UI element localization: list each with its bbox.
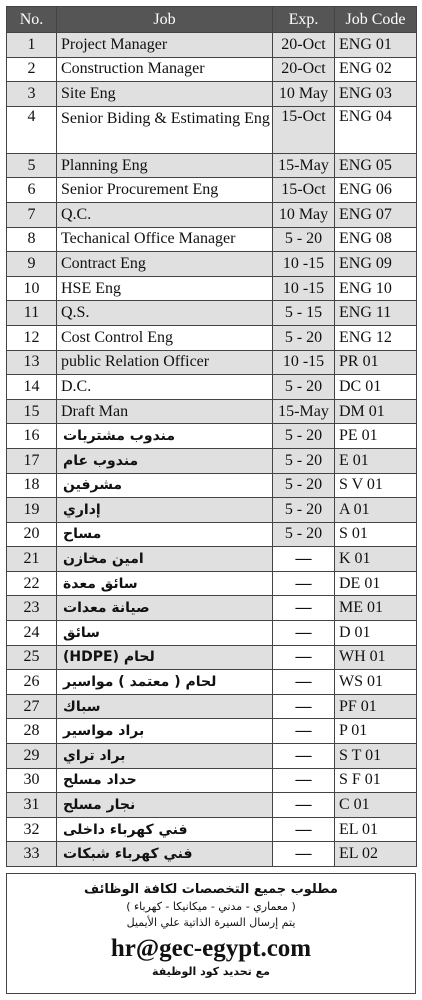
- row-experience: 10 -15: [273, 252, 335, 277]
- row-number: 25: [7, 645, 57, 670]
- table-row: [7, 473, 417, 498]
- table-row: [7, 350, 417, 375]
- row-job-code: P 01: [335, 719, 417, 744]
- row-job-title: Contract Eng: [57, 252, 273, 277]
- row-job-title: براد مواسير: [57, 719, 273, 744]
- row-job-code: ENG 10: [335, 276, 417, 301]
- footer-disciplines: ( معماري - مدني - ميكانيكا - كهرباء ): [126, 900, 296, 913]
- row-experience: 20-Oct: [273, 57, 335, 82]
- table-row: [7, 645, 417, 670]
- table-header: [7, 7, 417, 33]
- row-number: 5: [7, 153, 57, 178]
- row-number: 29: [7, 744, 57, 769]
- row-number: 13: [7, 350, 57, 375]
- row-experience: 10 May: [273, 202, 335, 227]
- row-job-code: WS 01: [335, 670, 417, 695]
- row-experience: 10 May: [273, 82, 335, 107]
- row-job-title: سباك: [57, 694, 273, 719]
- row-job-code: ENG 07: [335, 202, 417, 227]
- table-row: [7, 768, 417, 793]
- row-job-code: ENG 12: [335, 325, 417, 350]
- row-job-code: S 01: [335, 522, 417, 547]
- row-experience: 20-Oct: [273, 33, 335, 58]
- row-job-title: Draft Man: [57, 399, 273, 424]
- table-row: [7, 793, 417, 818]
- row-number: 33: [7, 842, 57, 867]
- row-job-code: S V 01: [335, 473, 417, 498]
- row-job-title: Q.S.: [57, 301, 273, 326]
- row-job-code: E 01: [335, 448, 417, 473]
- row-number: 21: [7, 547, 57, 572]
- row-job-code: ENG 11: [335, 301, 417, 326]
- row-experience: —: [273, 596, 335, 621]
- row-number: 14: [7, 375, 57, 400]
- table-body: [7, 33, 417, 867]
- row-experience: 5 - 20: [273, 325, 335, 350]
- table-row: [7, 106, 417, 153]
- row-experience: 5 - 20: [273, 375, 335, 400]
- row-job-title: فني كهرباء داخلى: [57, 817, 273, 842]
- row-number: 7: [7, 202, 57, 227]
- table-row: [7, 227, 417, 252]
- header-exp: Exp.: [273, 7, 335, 33]
- table-row: [7, 252, 417, 277]
- table-row: [7, 325, 417, 350]
- row-job-title: صيانة معدات: [57, 596, 273, 621]
- row-job-code: S T 01: [335, 744, 417, 769]
- table-row: [7, 399, 417, 424]
- table-row: [7, 498, 417, 523]
- row-number: 11: [7, 301, 57, 326]
- table-row: [7, 153, 417, 178]
- table-row: [7, 719, 417, 744]
- row-job-code: PF 01: [335, 694, 417, 719]
- row-job-code: A 01: [335, 498, 417, 523]
- row-job-title: مندوب عام: [57, 448, 273, 473]
- row-job-title: D.C.: [57, 375, 273, 400]
- row-experience: —: [273, 670, 335, 695]
- row-job-title: Site Eng: [57, 82, 273, 107]
- row-number: 9: [7, 252, 57, 277]
- table-row: [7, 547, 417, 572]
- footer-send-cv: يتم إرسال السيرة الذاتية علي الأيميل: [126, 916, 296, 929]
- row-experience: 15-Oct: [273, 106, 335, 153]
- row-number: 22: [7, 571, 57, 596]
- row-job-title: Senior Procurement Eng: [57, 178, 273, 203]
- row-job-title: إداري: [57, 498, 273, 523]
- table-row: [7, 424, 417, 449]
- row-job-title: Planning Eng: [57, 153, 273, 178]
- row-job-title: Construction Manager: [57, 57, 273, 82]
- table-row: [7, 301, 417, 326]
- table-row: [7, 178, 417, 203]
- row-number: 30: [7, 768, 57, 793]
- table-row: [7, 522, 417, 547]
- row-job-title: Senior Biding & Estimating Eng: [57, 106, 273, 153]
- row-job-title: Project Manager: [57, 33, 273, 58]
- row-job-title: لحام ( معتمد ) مواسير: [57, 670, 273, 695]
- row-number: 24: [7, 621, 57, 646]
- row-job-title: public Relation Officer: [57, 350, 273, 375]
- jobs-table: [6, 6, 417, 867]
- row-job-title: لحام (HDPE): [57, 645, 273, 670]
- table-row: [7, 817, 417, 842]
- table-row: [7, 670, 417, 695]
- row-job-code: ENG 05: [335, 153, 417, 178]
- row-number: 6: [7, 178, 57, 203]
- row-job-title: مشرفين: [57, 473, 273, 498]
- row-job-title: سائق معدة: [57, 571, 273, 596]
- row-number: 17: [7, 448, 57, 473]
- row-experience: —: [273, 793, 335, 818]
- row-job-title: Q.C.: [57, 202, 273, 227]
- row-number: 15: [7, 399, 57, 424]
- row-number: 2: [7, 57, 57, 82]
- row-job-code: EL 01: [335, 817, 417, 842]
- row-job-title: براد تراي: [57, 744, 273, 769]
- row-experience: 15-Oct: [273, 178, 335, 203]
- row-experience: 5 - 20: [273, 498, 335, 523]
- row-experience: —: [273, 547, 335, 572]
- row-number: 26: [7, 670, 57, 695]
- row-number: 18: [7, 473, 57, 498]
- footer-all-specialties: مطلوب جميع التخصصات لكافة الوظائف: [84, 882, 338, 897]
- row-number: 31: [7, 793, 57, 818]
- table-row: [7, 375, 417, 400]
- row-experience: —: [273, 842, 335, 867]
- header-code: Job Code: [335, 7, 417, 33]
- footer-box: [6, 873, 416, 994]
- footer-job-code-note: مع تحديد كود الوظيفة: [152, 965, 270, 978]
- row-number: 28: [7, 719, 57, 744]
- header-job: Job: [57, 7, 273, 33]
- row-job-code: PE 01: [335, 424, 417, 449]
- row-number: 12: [7, 325, 57, 350]
- row-job-code: ENG 06: [335, 178, 417, 203]
- row-number: 10: [7, 276, 57, 301]
- row-job-code: DC 01: [335, 375, 417, 400]
- row-job-code: ENG 02: [335, 57, 417, 82]
- row-job-code: EL 02: [335, 842, 417, 867]
- row-job-title: فني كهرباء شبكات: [57, 842, 273, 867]
- table-row: [7, 57, 417, 82]
- table-row: [7, 621, 417, 646]
- row-job-title: مساح: [57, 522, 273, 547]
- row-experience: —: [273, 817, 335, 842]
- row-job-title: حداد مسلح: [57, 768, 273, 793]
- table-row: [7, 694, 417, 719]
- footer-email[interactable]: hr@gec-egypt.com: [110, 935, 312, 962]
- row-job-code: S F 01: [335, 768, 417, 793]
- row-number: 3: [7, 82, 57, 107]
- table-row: [7, 33, 417, 58]
- row-job-code: ENG 01: [335, 33, 417, 58]
- row-job-title: HSE Eng: [57, 276, 273, 301]
- row-job-code: PR 01: [335, 350, 417, 375]
- row-job-code: C 01: [335, 793, 417, 818]
- row-job-code: D 01: [335, 621, 417, 646]
- row-job-code: ENG 04: [335, 106, 417, 153]
- table-row: [7, 744, 417, 769]
- row-job-title: Cost Control Eng: [57, 325, 273, 350]
- table-row: [7, 571, 417, 596]
- table-row: [7, 842, 417, 867]
- row-experience: 10 -15: [273, 276, 335, 301]
- row-experience: 15-May: [273, 399, 335, 424]
- table-row: [7, 596, 417, 621]
- row-job-title: مندوب مشتريات: [57, 424, 273, 449]
- row-number: 20: [7, 522, 57, 547]
- row-experience: 10 -15: [273, 350, 335, 375]
- row-experience: 5 - 20: [273, 227, 335, 252]
- row-number: 27: [7, 694, 57, 719]
- row-experience: 5 - 20: [273, 448, 335, 473]
- header-no: No.: [7, 7, 57, 33]
- row-job-code: ENG 03: [335, 82, 417, 107]
- row-experience: 5 - 20: [273, 522, 335, 547]
- table-row: [7, 276, 417, 301]
- row-experience: —: [273, 694, 335, 719]
- table-row: [7, 448, 417, 473]
- row-job-code: K 01: [335, 547, 417, 572]
- row-job-code: WH 01: [335, 645, 417, 670]
- row-job-title: نجار مسلح: [57, 793, 273, 818]
- row-experience: —: [273, 571, 335, 596]
- row-experience: —: [273, 744, 335, 769]
- row-job-code: DE 01: [335, 571, 417, 596]
- row-job-code: ME 01: [335, 596, 417, 621]
- row-number: 19: [7, 498, 57, 523]
- row-experience: 15-May: [273, 153, 335, 178]
- row-job-code: DM 01: [335, 399, 417, 424]
- row-number: 8: [7, 227, 57, 252]
- row-experience: —: [273, 768, 335, 793]
- row-number: 1: [7, 33, 57, 58]
- row-job-code: ENG 09: [335, 252, 417, 277]
- row-experience: —: [273, 645, 335, 670]
- row-job-title: Techanical Office Manager: [57, 227, 273, 252]
- row-experience: 5 - 20: [273, 424, 335, 449]
- row-number: 23: [7, 596, 57, 621]
- table-row: [7, 82, 417, 107]
- row-experience: —: [273, 719, 335, 744]
- row-number: 4: [7, 106, 57, 153]
- row-experience: 5 - 15: [273, 301, 335, 326]
- row-number: 32: [7, 817, 57, 842]
- table-row: [7, 202, 417, 227]
- row-experience: —: [273, 621, 335, 646]
- row-experience: 5 - 20: [273, 473, 335, 498]
- row-job-title: سائق: [57, 621, 273, 646]
- row-job-title: امين مخازن: [57, 547, 273, 572]
- row-number: 16: [7, 424, 57, 449]
- row-job-code: ENG 08: [335, 227, 417, 252]
